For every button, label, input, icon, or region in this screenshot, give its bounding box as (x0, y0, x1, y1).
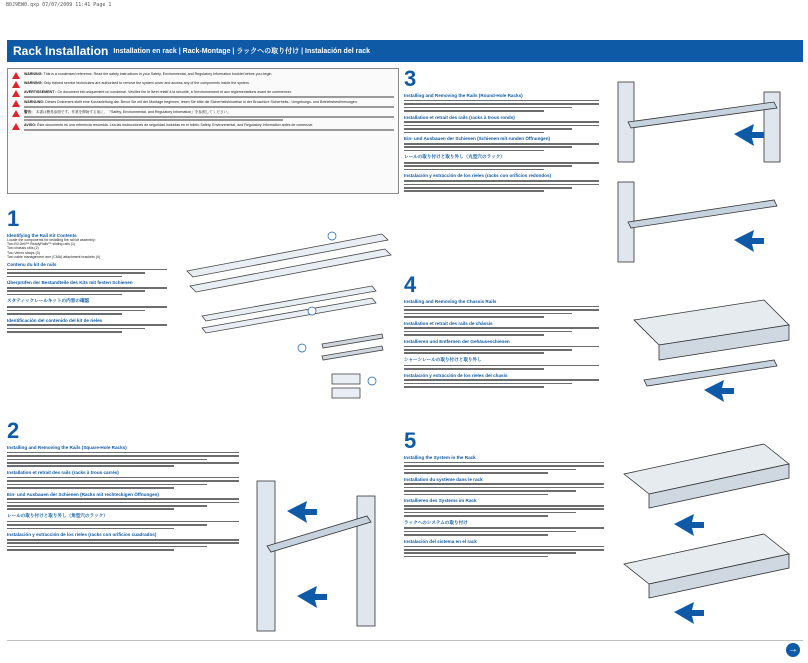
step-item: Two chassis rails (2) (7, 246, 39, 251)
warning-item (12, 110, 394, 121)
step-heading: Installing and Removing the Chassis Rails (404, 299, 497, 304)
direction-arrow-icon (297, 586, 327, 608)
step-number: 2 (7, 418, 20, 443)
step-2 (7, 420, 239, 640)
step-heading: Installing the System in the Rack (404, 455, 476, 460)
direction-arrow-icon (734, 230, 764, 252)
footer-divider (7, 640, 803, 641)
velcro-strap-shape (322, 346, 383, 360)
rack-post-shape (357, 496, 375, 626)
step-heading-fr: Installation et retrait des rails de châssis (404, 320, 493, 326)
step-heading: Installing and Removing the Rails (Square-Hole Racks) (7, 445, 127, 450)
step-number: 1 (7, 206, 20, 231)
step-heading-ja: レールの取り付けと取り外し（角型穴のラック） (7, 513, 108, 519)
step-heading-ja: レールの取り付けと取り外し（丸型穴のラック） (404, 154, 505, 160)
velcro-strap-shape (322, 334, 383, 348)
step-heading-de: Ein- und Ausbauen der Schienen (Schienen mit runden Öffnungen) (404, 136, 551, 142)
step-number: 5 (404, 428, 417, 453)
direction-arrow-icon (674, 514, 704, 536)
warning-icon (12, 72, 20, 79)
step-heading-es: Instalación y extracción de los rieles del chasis (404, 372, 508, 378)
system-install-illustration (614, 434, 799, 630)
step-1 (7, 208, 167, 408)
warning-label: WARNUNG: (24, 99, 45, 104)
step-item: Locate the components for installing the rail kit assembly: (7, 238, 96, 242)
step-heading-fr: Contenu du kit de rails (7, 262, 57, 268)
square-hole-rack-illustration (247, 476, 397, 636)
step-5 (404, 430, 604, 630)
warning-item (12, 72, 394, 79)
chassis-rail-shape (644, 360, 777, 386)
step-heading-de: Installieren des Systems im Rack (404, 498, 477, 504)
direction-arrow-icon (704, 380, 734, 402)
step-4 (404, 274, 599, 424)
step-heading-de: Ein- und Ausbauen der Schienen (Racks mit rechteckigen Öffnungen) (7, 491, 159, 497)
warning-icon (12, 110, 20, 117)
step-heading-fr: Installation du système dans le rack (404, 476, 483, 482)
step-3 (404, 68, 599, 268)
rail-shape (267, 516, 371, 552)
warning-text: Dieses Dokument stellt eine Kurzanleitung dar. Bevor Sie mit der Montage beginnen, lesen Sie bitte die Sicherheitshinweise in der Broschüre Sicherheits-, Umgebungs- und Betriebsbestimmungen. (45, 99, 358, 104)
page-subtitle: Installation en rack | Rack-Montage | ラックへの取り付け | Instalación del rack (113, 48, 371, 55)
warning-label: WARNING: (24, 81, 43, 85)
direction-arrow-icon (287, 501, 317, 523)
step-heading-ja: ラックへのシステムの取り付け (404, 519, 468, 525)
step-heading-fr: Installation et retrait des rails (racks à trous ronds) (404, 114, 515, 120)
rack-post-shape (257, 481, 275, 631)
warning-text: Éste documento es una referencia resumida. Lea las instrucciones de seguridad incluidas en el folleto Safety, Environmental, and Regulatory Information antes de comenzar. (37, 123, 313, 128)
warning-label: WARNING: (24, 72, 43, 76)
step-item: Two B3 Dell™ ReadyRails™ sliding rails (1) (7, 242, 76, 247)
step-heading-es: Instalación y extracción de los rieles (racks con orificios redondos) (404, 173, 552, 179)
warnings-box (7, 68, 399, 194)
warning-item (12, 81, 394, 88)
chassis-rails-illustration (614, 280, 799, 420)
bracket-shape (332, 374, 360, 384)
warning-icon (12, 100, 20, 107)
rail-shape (628, 200, 777, 228)
page-title: Rack Installation (13, 44, 109, 58)
warning-text: This is a condensed reference. Read the safety instructions in your Safety, Environmental, and Regulatory Information booklet before you begin. (43, 72, 273, 76)
warning-label: AVISO: (24, 123, 37, 128)
step-heading-es: Identificación del contenido del kit de rieles (7, 317, 103, 323)
step-number: 3 (404, 66, 417, 91)
rail-kit-illustration (182, 216, 397, 406)
title-band (7, 40, 803, 62)
step-heading-es: Instalación y extracción de los rieles (racks con orificios cuadrados) (7, 532, 157, 538)
warning-item (12, 123, 394, 131)
file-header: B0J9EW0.qxp 07/07/2009 11:41 Page 1 (6, 2, 112, 8)
step-heading: Identifying the Rail Kit Contents (7, 233, 77, 238)
step-heading-ja: スタティックレールキットの内容の確認 (7, 298, 90, 304)
step-item: Two cable management arm (CMA) attachment brackets (4) (7, 254, 100, 259)
right-column (404, 68, 803, 639)
round-hole-rack-illustration (614, 72, 799, 267)
warning-text: Ce document est uniquement un condensé. Veuillez lire le livret relatif à la sécurité, à l'environnement et aux réglementations avant de commencer. (57, 90, 292, 94)
step-heading: Installing and Removing the Rails (Round-Hole Racks) (404, 93, 523, 98)
step-number: 4 (404, 272, 417, 297)
step-heading-de: Überprüfen der Bestandteile des Kits mit festen Schienen (7, 280, 133, 286)
warning-text: 本書は簡易参照です。作業を開始する前に、『Safety, Environmental, and Regulatory Information』を参照してください。 (35, 109, 231, 114)
left-column (7, 68, 399, 639)
warning-item (12, 100, 394, 108)
rail-shape (628, 102, 777, 128)
step-heading-es: Instalación del sistema en el rack (404, 538, 477, 544)
bracket-shape (332, 388, 360, 398)
step-heading-ja: シャーシレールの取り付けと取り外し (404, 356, 482, 362)
step-item: Two Velcro straps (3) (7, 250, 40, 255)
warning-text: Only trained service technicians are authorized to remove the system cover and access any of the components inside the system. (43, 81, 250, 85)
warning-icon (12, 123, 20, 130)
step-heading-de: Installieren und Entfernen der Gehäuseschienen (404, 338, 510, 344)
warning-icon (12, 81, 20, 88)
warning-label: AVERTISSEMENT : (24, 90, 57, 94)
warning-item (12, 90, 394, 98)
warning-icon (12, 90, 20, 97)
direction-arrow-icon (674, 602, 704, 624)
step-heading-fr: Installation et retrait des rails (racks à trous carrés) (7, 469, 119, 475)
direction-arrow-icon (734, 124, 764, 146)
warning-label: 警告： (24, 109, 35, 114)
next-page-arrow-icon[interactable]: → (788, 644, 798, 655)
